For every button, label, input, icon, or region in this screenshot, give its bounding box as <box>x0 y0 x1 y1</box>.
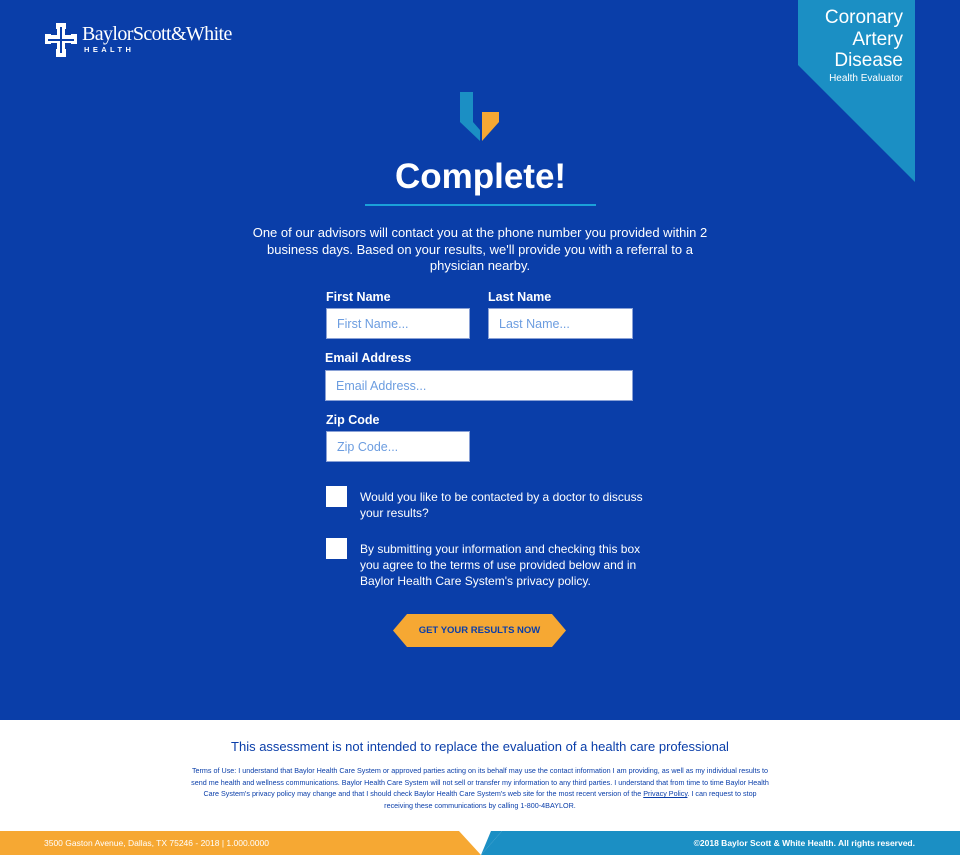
evaluator-ribbon <box>798 0 915 182</box>
brand-logo[interactable] <box>44 23 232 57</box>
privacy-policy-link[interactable]: Privacy Policy <box>643 789 688 798</box>
zip-label: Zip Code <box>326 413 380 427</box>
ribbon-line-3: Disease <box>834 50 903 71</box>
email-label: Email Address <box>325 351 412 365</box>
footer-copyright: ©2018 Baylor Scott & White Health. All rights reserved. <box>693 838 915 848</box>
footer-bar <box>0 831 960 855</box>
terms-text-before: Terms of Use: I understand that Baylor Health Care System or approved parties acting on its behalf may use the contact information I am providing, as well as my individual results to send me health and wellness communications. Baylor Health Care System will not sell or transfer my information to any third parties. I understand that from time to time Baylor Health Care System's privacy policy may change and that I should check Baylor Health Care System's web site for the most recent version of the <box>191 766 769 798</box>
brand-name: BaylorScott&White <box>82 23 232 45</box>
ribbon-line-2: Artery <box>852 28 903 50</box>
brand-text <box>82 23 232 54</box>
last-name-input[interactable] <box>488 308 633 339</box>
first-name-input[interactable] <box>326 308 470 339</box>
consent-label: By submitting your information and checking this box you agree to the terms of use provided below and in Baylor Health Care System's privacy policy. <box>360 542 641 588</box>
intro-text: One of our advisors will contact you at the phone number you provided within 2 business days. Based on your results, we'll provide you with a referral to a physician nearby. <box>252 225 708 273</box>
get-results-button[interactable] <box>393 614 566 647</box>
baylor-cross-icon <box>44 23 78 57</box>
terms-of-use <box>190 765 770 811</box>
brand-sub: HEALTH <box>84 45 135 54</box>
footer-address: 3500 Gaston Avenue, Dallas, TX 75246 - 2018 | 1.000.0000 <box>44 838 269 848</box>
title-divider <box>365 204 596 206</box>
first-name-label: First Name <box>326 290 391 304</box>
ribbon-line-1: Coronary <box>824 7 903 28</box>
email-input[interactable] <box>325 370 633 401</box>
ribbon-sub: Health Evaluator <box>829 72 903 84</box>
consent-checkbox[interactable] <box>326 538 347 559</box>
ribbon-text <box>825 7 903 85</box>
contact-doctor-label: Would you like to be contacted by a doctor to discuss your results? <box>360 490 643 520</box>
disclaimer-text: This assessment is not intended to replace the evaluation of a health care professional <box>231 739 729 754</box>
terms-text-after: . I can request to stop receiving these communications by calling 1-800-4BAYLOR. <box>384 789 757 810</box>
get-results-label: GET YOUR RESULTS NOW <box>418 625 541 636</box>
contact-doctor-checkbox[interactable] <box>326 486 347 507</box>
page-title: Complete! <box>394 157 567 196</box>
last-name-label: Last Name <box>488 290 552 304</box>
check-shield-icon <box>460 92 500 149</box>
zip-input[interactable] <box>326 431 470 462</box>
